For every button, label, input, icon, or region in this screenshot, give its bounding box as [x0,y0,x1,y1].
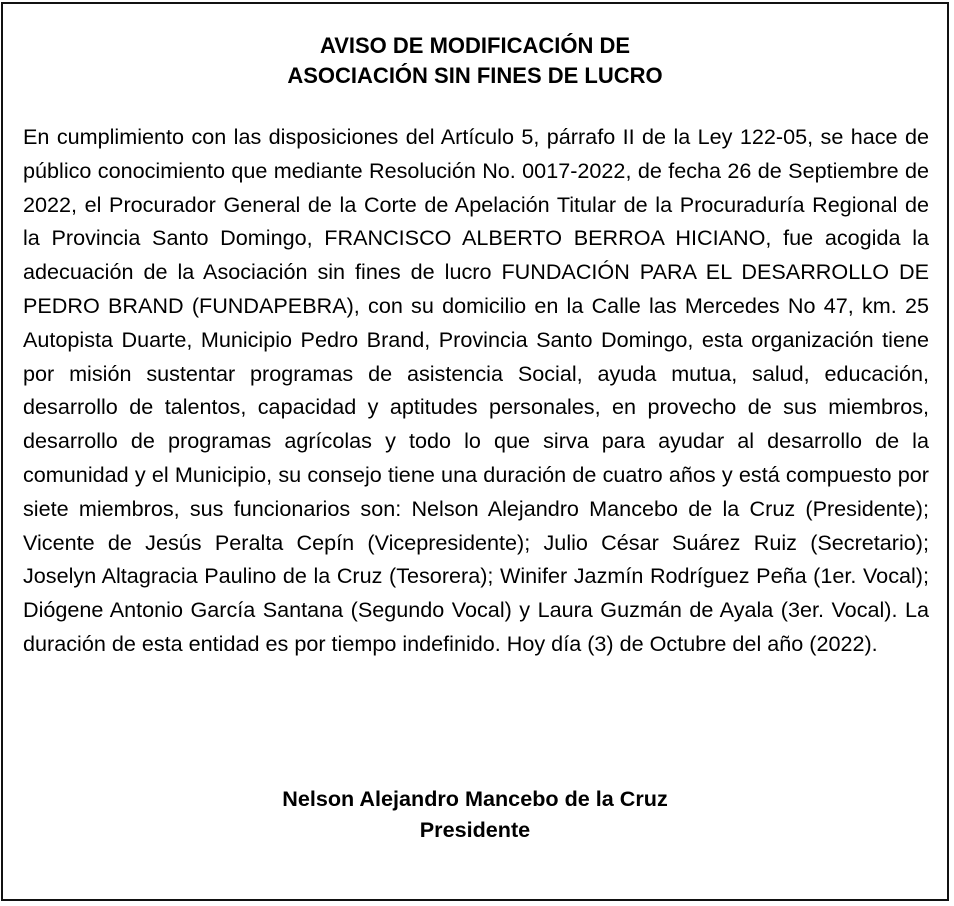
signature-name: Nelson Alejandro Mancebo de la Cruz [282,786,668,811]
signature-role: Presidente [419,817,531,842]
notice-title [3,31,947,91]
notice-body: En cumplimiento con las disposiciones del Artículo 5, párrafo II de la Ley 122-05, se hace de público conocimiento que mediante Resolución No. 0017-2022, de fecha 26 de Septiembre de 2022, el Procurador General de la Corte de Apelación Titular de la Procuraduría Regional de la Provincia Santo Domingo, FRANCISCO ALBERTO BERROA HICIANO, fue acogida la adecuación de la Asociación sin fines de lucro FUNDACIÓN PARA EL DESARROLLO DE PEDRO BRAND (FUNDAPEBRA), con su domicilio en la Calle las Mercedes No 47, km. 25 Autopista Duarte, Municipio Pedro Brand, Provincia Santo Domingo, esta organización tiene por misión sustentar programas de asistencia Social, ayuda mutua, salud, educación, desarrollo de talentos, capacidad y aptitudes personales, en provecho de sus miembros, desarrollo de programas agrícolas y todo lo que sirva para ayudar al desarrollo de la comunidad y el Municipio, su consejo tiene una duración de cuatro años y está compuesto por siete miembros, sus funcionarios son: Nelson Alejandro Mancebo de la Cruz (Presidente); Vicente de Jesús Peralta Cepín (Vicepresidente); Julio César Suárez Ruiz (Secretario); Joselyn Altagracia Paulino de la Cruz (Tesorera); Winifer Jazmín Rodríguez Peña (1er. Vocal); Diógene Antonio García Santana (Segundo Vocal) y Laura Guzmán de Ayala (3er. Vocal). La duración de esta entidad es por tiempo indefinido. Hoy día (3) de Octubre del año (2022). [23,124,929,656]
title-line-1: AVISO DE MODIFICACIÓN DE [319,33,631,58]
signature-block [3,783,947,845]
title-line-2: ASOCIACIÓN SIN FINES DE LUCRO [287,63,663,88]
notice-box [1,2,949,901]
